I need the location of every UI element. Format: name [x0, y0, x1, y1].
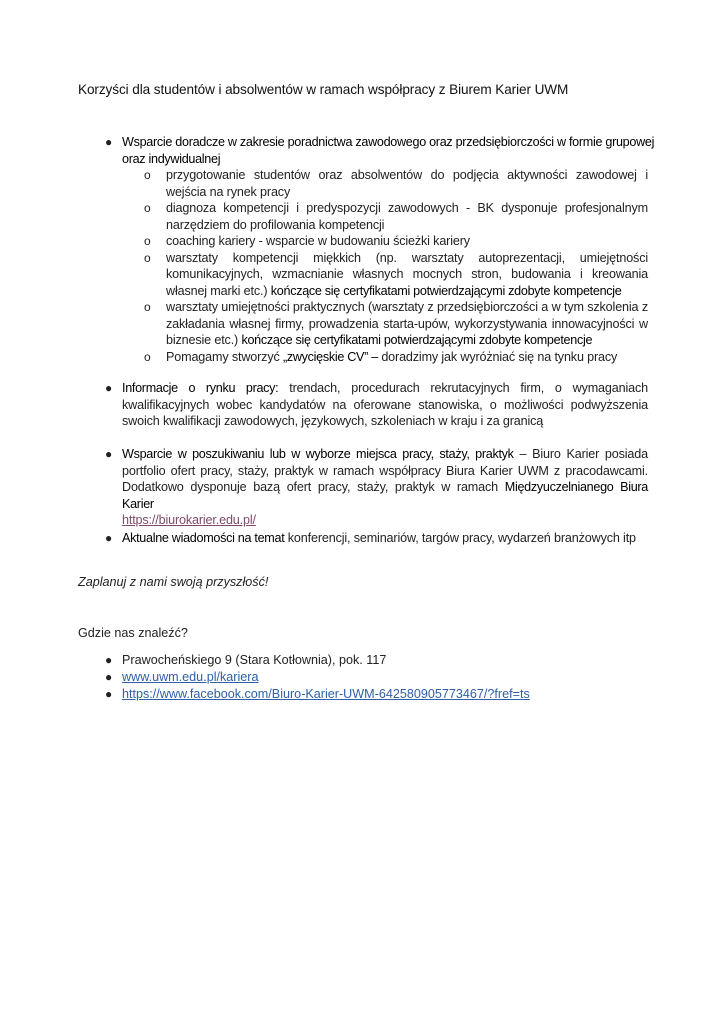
list-item: o warsztaty umiejętności praktycznych (warsztaty z przedsiębiorczości a w tym szkolenia z zakładania własnej firmy, prowadzenia starta-upów, wykorzystywania innowacyjności w biznesie etc.) kończące się certyfikatami potwierdzającymi zdobyte kompetencje: [144, 300, 648, 347]
circle-bullet-icon: o: [144, 250, 151, 265]
cv-highlight: „zwycięskie CV” –: [282, 349, 378, 364]
circle-bullet-icon: o: [144, 201, 151, 215]
biurokarier-link[interactable]: https://biurokarier.edu.pl/: [122, 513, 256, 527]
certificate-note: kończące się certyfikatami potwierdzającymi zdobyte kompetencje: [241, 333, 593, 347]
section1-heading-line2: oraz indywidualnej: [122, 151, 221, 166]
section4-heading: Aktualne wiadomości na temat: [122, 531, 285, 545]
bullet-icon: ●: [105, 135, 113, 149]
circle-bullet-icon: o: [144, 234, 151, 248]
contact-list: [105, 652, 642, 703]
section-labor-market-info: [105, 380, 648, 430]
list-item: o warsztaty kompetencji miękkich (np. warsztaty autoprezentacji, umiejętności komunikacyjnych, wzmacnianie własnych mocnych stron, budowania i kreowania własnej marki etc.) kończące się certyfikatami potwierdzającymi zdobyte kompetencje: [144, 250, 648, 298]
bullet-icon: ●: [105, 531, 113, 545]
list-item: o diagnoza kompetencji i predyspozycji zawodowych - BK dysponuje profesjonalnym narzędziem do profilowania kompetencji: [144, 201, 648, 232]
bullet-icon: ●: [105, 447, 113, 461]
list-item: [105, 652, 642, 669]
website-link[interactable]: www.uwm.edu.pl/kariera: [122, 670, 259, 684]
section2-heading: Informacje o rynku pracy:: [122, 381, 279, 395]
address-text: Prawocheńskiego 9 (Stara Kotłownia), pok. 117: [122, 653, 387, 667]
bullet-icon: ●: [105, 381, 113, 395]
list-item: o przygotowanie studentów oraz absolwentów do podjęcia aktywności zawodowej i wejścia na rynek pracy: [144, 168, 648, 199]
section2-text: trendach, procedurach rekrutacyjnych firm, o wymaganiach kwalifikacyjnych wobec kandydatów na oferowane stanowiska, o możliwości podwyższenia swoich kwalifikacji zawodowych, językowych, szkoleniach w kraju i za granicą: [122, 381, 648, 428]
bullet-icon: ●: [105, 687, 113, 701]
circle-bullet-icon: o: [144, 168, 151, 182]
section4-text: konferencji, seminariów, targów pracy, wydarzeń branżowych itp: [287, 531, 636, 545]
tagline: Zaplanuj z nami swoją przyszłość!: [78, 575, 269, 589]
section-job-search-support: [105, 446, 648, 529]
list-item: o coaching kariery - wsparcie w budowaniu ścieżki kariery: [144, 234, 470, 248]
certificate-note: kończące się certyfikatami potwierdzającymi zdobyte kompetencje: [270, 283, 622, 298]
section-career-counseling: [105, 134, 655, 365]
list-item: o Pomagamy stworzyć „zwycięskie CV” – doradzimy jak wyróżniać się na tynku pracy: [144, 349, 618, 364]
section1-heading-line1: Wsparcie doradcze w zakresie poradnictwa zawodowego oraz przedsiębiorczości w formie grupowej: [122, 135, 655, 149]
section3-highlight: Międzyuczelnianego Biura Karier: [122, 480, 648, 511]
section3-text: – Biuro Karier posiada portfolio ofert pracy, staży, praktyk w ramach współpracy Biura Karier UWM z pracodawcami. Dodatkowo dysponuje bazą ofert pracy, staży, praktyk w ramach: [122, 447, 648, 494]
list-item: [105, 686, 642, 703]
circle-bullet-icon: o: [144, 349, 151, 364]
section3-heading: Wsparcie w poszukiwaniu lub w wyborze miejsca pracy, staży, praktyk: [122, 447, 514, 461]
bullet-icon: ●: [105, 670, 113, 684]
page-title: Korzyści dla studentów i absolwentów w ramach współpracy z Biurem Karier UWM: [78, 82, 569, 97]
contact-heading: Gdzie nas znaleźć?: [78, 626, 188, 640]
section-news: [105, 530, 648, 547]
list-item: [105, 669, 642, 686]
facebook-link[interactable]: https://www.facebook.com/Biuro-Karier-UWM-642580905773467/?fref=ts: [122, 687, 530, 701]
bullet-icon: ●: [105, 653, 113, 667]
circle-bullet-icon: o: [144, 300, 151, 314]
